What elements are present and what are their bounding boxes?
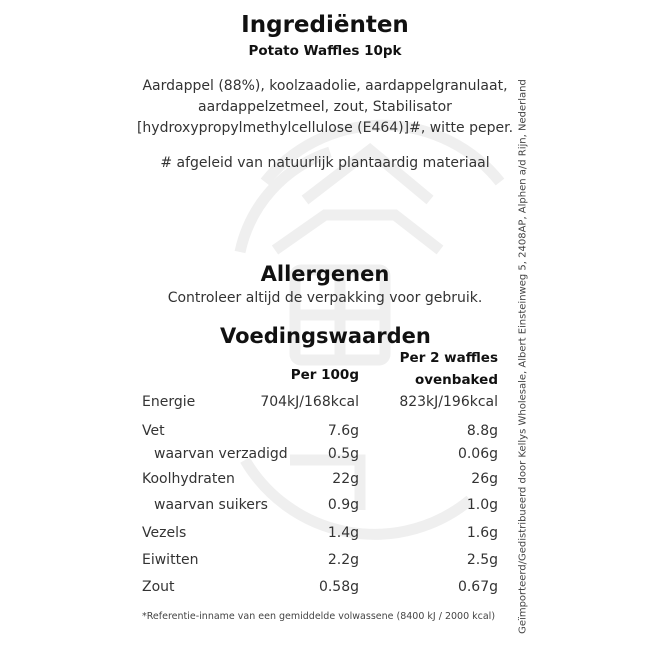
nutrition-row <box>0 471 650 491</box>
value-per-100g: 704kJ/168kcal <box>260 394 359 410</box>
nutrition-title: Voedingswaarden <box>220 324 431 348</box>
column-header-ovenbaked: ovenbaked <box>414 372 498 388</box>
product-name: Potato Waffles 10pk <box>248 43 402 59</box>
nutrition-row <box>0 552 650 572</box>
value-per-2-waffles: 26g <box>471 471 498 487</box>
allergens-text: Controleer altijd de verpakking voor gebruik. <box>167 290 483 306</box>
value-per-2-waffles: 1.6g <box>466 525 498 541</box>
nutrient-label: Energie <box>142 394 196 410</box>
nutrition-row <box>0 579 650 599</box>
nutrient-label: waarvan verzadigd <box>154 446 288 462</box>
ingredients-line: Aardappel (88%), koolzaadolie, aardappelgranulaat, <box>142 78 508 94</box>
value-per-2-waffles: 823kJ/196kcal <box>399 394 498 410</box>
nutrient-label: Vet <box>142 423 165 439</box>
reference-intake-footnote: *Referentie-inname van een gemiddelde volwassene (8400 kJ / 2000 kcal) <box>142 611 496 622</box>
value-per-2-waffles: 2.5g <box>466 552 498 568</box>
nutrient-label: Eiwitten <box>142 552 199 568</box>
nutrition-row <box>0 446 650 466</box>
value-per-100g: 2.2g <box>327 552 359 568</box>
nutrient-label: Zout <box>142 579 175 595</box>
ingredients-line: [hydroxypropylmethylcellulose (E464)]#, witte peper. <box>136 120 514 136</box>
value-per-100g: 0.9g <box>327 497 359 513</box>
nutrition-row <box>0 497 650 517</box>
value-per-2-waffles: 1.0g <box>466 497 498 513</box>
value-per-100g: 0.5g <box>327 446 359 462</box>
value-per-2-waffles: 0.06g <box>457 446 498 462</box>
nutrient-label: Vezels <box>142 525 187 541</box>
ingredients-title: Ingrediënten <box>241 12 409 38</box>
value-per-2-waffles: 8.8g <box>466 423 498 439</box>
value-per-100g: 0.58g <box>318 579 359 595</box>
value-per-100g: 22g <box>332 471 359 487</box>
value-per-2-waffles: 0.67g <box>457 579 498 595</box>
nutrition-row <box>0 423 650 443</box>
nutrient-label: waarvan suikers <box>154 497 268 513</box>
column-header-per-2-waffles: Per 2 waffles <box>399 350 498 366</box>
nutrition-row <box>0 394 650 414</box>
nutrient-label: Koolhydraten <box>142 471 235 487</box>
column-header-per-100g: Per 100g <box>290 367 359 383</box>
nutrition-row <box>0 525 650 545</box>
ingredients-note: # afgeleid van natuurlijk plantaardig materiaal <box>160 155 490 171</box>
importer-address: Geïmporteerd/Gedistribueerd door Kellys Wholesale, Albert Einsteinweg 5, 2408AP, Alphen a/d Rijn, Nederland <box>517 79 529 634</box>
allergens-title: Allergenen <box>260 262 390 286</box>
value-per-100g: 1.4g <box>327 525 359 541</box>
ingredients-line: aardappelzetmeel, zout, Stabilisator <box>198 99 452 115</box>
value-per-100g: 7.6g <box>327 423 359 439</box>
